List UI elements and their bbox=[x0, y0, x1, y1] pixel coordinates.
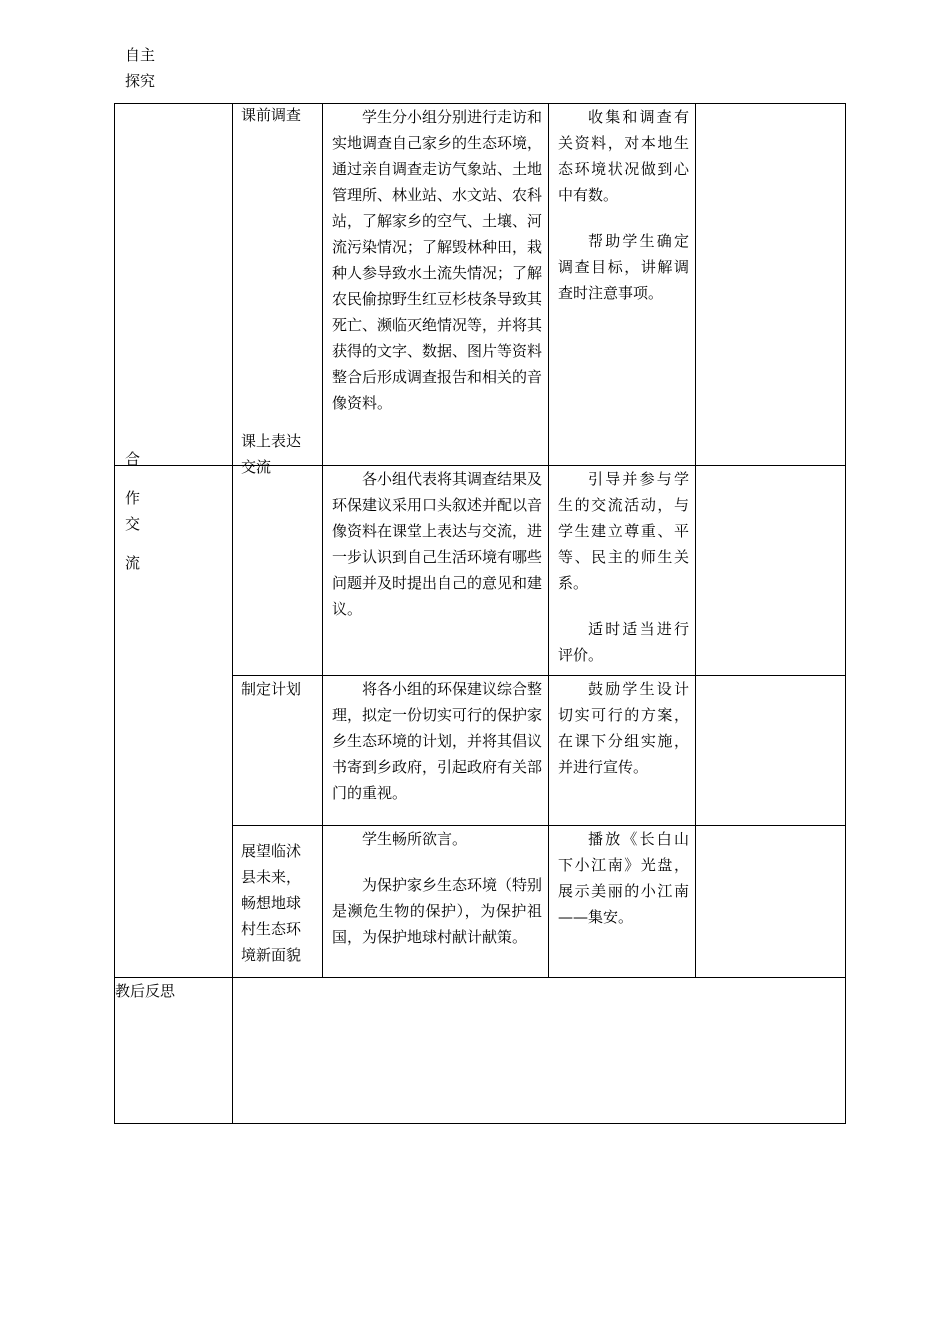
activity-label: 制定计划 bbox=[241, 680, 302, 698]
reflection-label: 教后反思 bbox=[115, 982, 176, 1000]
teacher-activity-text: 适时适当进行评价。 bbox=[558, 620, 689, 664]
row-pre-survey bbox=[115, 104, 846, 466]
stage-label-line: 探究 bbox=[125, 72, 156, 90]
reflection-content bbox=[233, 978, 846, 1124]
activity-label-line: 课上表达 bbox=[241, 432, 302, 450]
activity-future-outlook bbox=[233, 826, 323, 978]
student-activity-cell bbox=[323, 676, 549, 826]
teacher-activity-text: 鼓励学生设计切实可行的方案，在课下分组实施，并进行宣传。 bbox=[558, 680, 689, 776]
teacher-activity-text: 引导并参与学生的交流活动，与学生建立尊重、平等、民主的师生关系。 bbox=[558, 470, 689, 592]
activity-label-line: 村生态环 bbox=[241, 920, 302, 938]
lesson-plan-table bbox=[114, 46, 846, 1124]
student-activity-text: 将各小组的环保建议综合整理，拟定一份切实可行的保护家乡生态环境的计划，并将其倡议书寄到乡政府，引起政府有关部门的重视。 bbox=[332, 680, 543, 802]
student-activity-text: 学生畅所欲言。 bbox=[362, 830, 468, 848]
stage-label-line: 自主 bbox=[125, 46, 156, 64]
stage-label-char: 交 bbox=[125, 515, 141, 533]
activity-label-line: 交流 bbox=[241, 458, 272, 476]
activity-label-line: 境新面貌 bbox=[241, 946, 302, 964]
notes-cell bbox=[696, 466, 846, 676]
stage-label-char: 作 bbox=[125, 489, 141, 507]
teacher-activity-cell bbox=[549, 826, 696, 978]
row-reflection bbox=[115, 978, 846, 1124]
stage-label-char: 流 bbox=[125, 554, 141, 572]
row-class-express bbox=[115, 466, 846, 676]
student-activity-text: 学生分小组分别进行走访和实地调查自己家乡的生态环境，通过亲自调查走访气象站、土地管理所、林业站、水文站、农科站，了解家乡的空气、土壤、河流污染情况；了解毁林种田，栽种人参导致水土流失情况；了解农民偷掠野生红豆杉枝条导致其死亡、濒临灭绝情况等，并将其获得的文字、数据、图片等资料整合后形成调查报告和相关的音像资料。 bbox=[332, 108, 543, 412]
stage-cooperate-exchange bbox=[115, 450, 233, 978]
stage-label-char: 合 bbox=[125, 450, 141, 468]
teacher-activity-cell bbox=[549, 104, 696, 466]
activity-make-plan bbox=[233, 676, 323, 826]
student-activity-text: 各小组代表将其调查结果及环保建议采用口头叙述并配以音像资料在课堂上表达与交流，进一步认识到自己生活环境有哪些问题并及时提出自己的意见和建议。 bbox=[332, 470, 543, 618]
teacher-activity-cell bbox=[549, 466, 696, 676]
activity-class-express bbox=[233, 432, 323, 676]
notes-cell bbox=[696, 676, 846, 826]
teacher-activity-cell bbox=[549, 676, 696, 826]
student-activity-cell bbox=[323, 466, 549, 676]
teacher-activity-text: 帮助学生确定调查目标，讲解调查时注意事项。 bbox=[558, 232, 689, 302]
teacher-activity-text: 播放《长白山下小江南》光盘，展示美丽的小江南——集安。 bbox=[558, 830, 689, 926]
notes-cell bbox=[696, 826, 846, 978]
student-activity-text: 为保护家乡生态环境（特别是濒危生物的保护），为保护祖国，为保护地球村献计献策。 bbox=[332, 876, 543, 946]
activity-label-line: 畅想地球 bbox=[241, 894, 302, 912]
activity-label-line: 展望临沭 bbox=[241, 842, 302, 860]
reflection-label-cell bbox=[115, 978, 233, 1124]
activity-label: 课前调查 bbox=[241, 106, 302, 124]
activity-label-line: 县未来， bbox=[241, 868, 302, 886]
notes-cell bbox=[696, 104, 846, 466]
stage-self-explore bbox=[115, 46, 233, 466]
teacher-activity-text: 收集和调查有关资料，对本地生态环境状况做到心中有数。 bbox=[558, 108, 689, 204]
student-activity-cell bbox=[323, 104, 549, 466]
activity-pre-survey bbox=[233, 104, 323, 466]
student-activity-cell bbox=[323, 826, 549, 978]
